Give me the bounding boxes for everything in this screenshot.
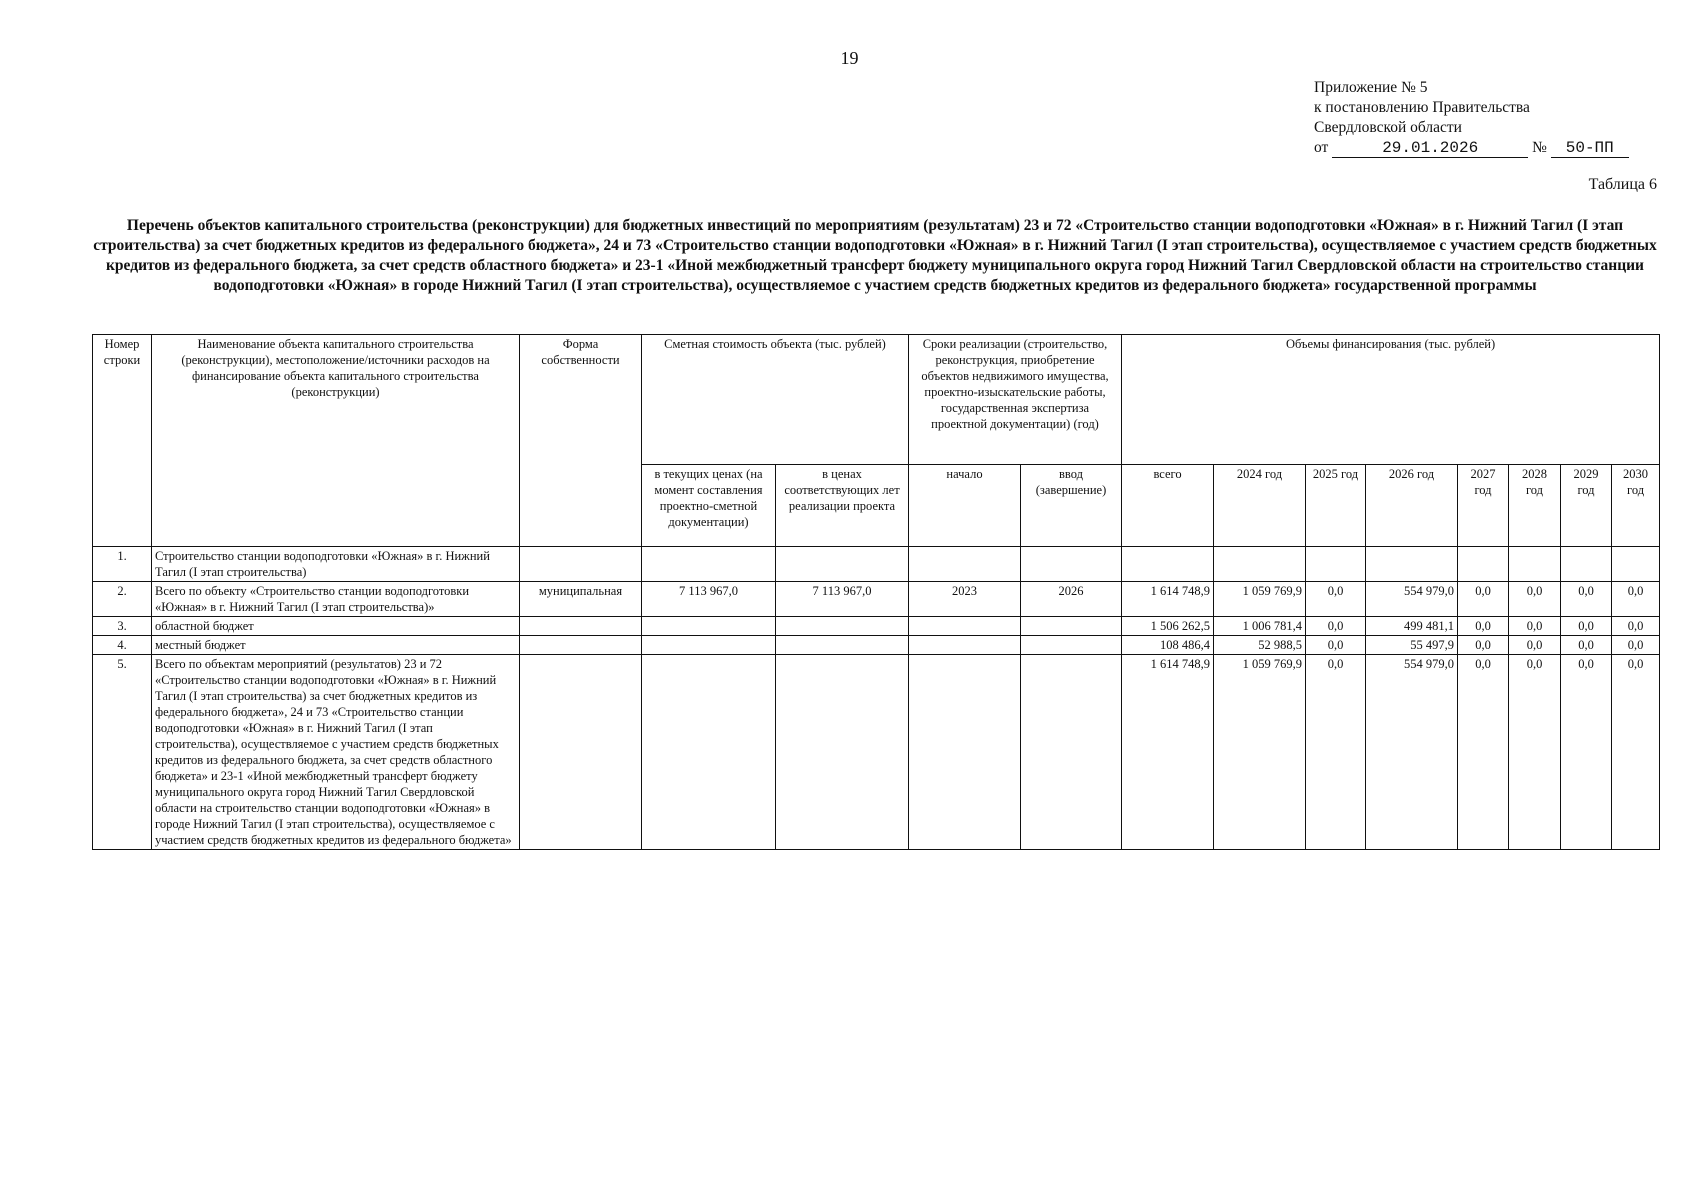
row-2029: 0,0 [1561, 655, 1612, 850]
header-funding-volumes: Объемы финансирования (тыс. рублей) [1122, 335, 1660, 465]
row-2030: 0,0 [1612, 617, 1660, 636]
row-start [909, 655, 1021, 850]
header-ownership: Форма собственности [520, 335, 642, 547]
header-implementation-terms: Сроки реализации (строительство, реконструкция, приобретение объектов недвижимого имущества, проектно-изыскательские работы, государственная экспертиза проектной документации) (год) [909, 335, 1122, 465]
header-2024: 2024 год [1214, 465, 1306, 547]
row-2027: 0,0 [1458, 636, 1509, 655]
row-2028: 0,0 [1509, 636, 1561, 655]
row-2024: 52 988,5 [1214, 636, 1306, 655]
row-cost-current [642, 636, 776, 655]
appendix-title: Приложение № 5 [1314, 79, 1428, 96]
row-2026: 554 979,0 [1366, 655, 1458, 850]
row-2029: 0,0 [1561, 636, 1612, 655]
row-start [909, 636, 1021, 655]
row-name: Строительство станции водоподготовки «Южная» в г. Нижний Тагил (I этап строительства) [152, 547, 520, 582]
resolution-number: 50-ПП [1551, 140, 1629, 158]
header-2028: 2028 год [1509, 465, 1561, 547]
document-title: Перечень объектов капитального строительства (реконструкции) для бюджетных инвестиций по мероприятиям (результатам) 23 и 72 «Строительство станции водоподготовки «Южная» в г. Нижний Тагил (I этап строительства) за счет бюджетных кредитов из федерального бюджета», 24 и 73 «Строительство станции водоподготовки «Южная» в г. Нижний Тагил (I этап строительства), осуществляемое с участием средств бюджетных кредитов из федерального бюджета, за счет средств областного бюджета» и 23-1 «Иной межбюджетный трансферт бюджету муниципального округа город Нижний Тагил Свердловской области на строительство станции водоподготовки «Южная» в городе Нижний Тагил (I этап строительства), осуществляемое с участием средств бюджетных кредитов из федерального бюджета» государственной программы [93, 217, 1657, 294]
row-ownership [520, 547, 642, 582]
header-row-number: Номер строки [93, 335, 152, 547]
row-2024: 1 006 781,4 [1214, 617, 1306, 636]
row-start [909, 617, 1021, 636]
row-cost-years [776, 655, 909, 850]
header-total: всего [1122, 465, 1214, 547]
row-end [1021, 636, 1122, 655]
row-ownership [520, 636, 642, 655]
appendix-block [1314, 78, 1629, 158]
appendix-resolution: к постановлению Правительства [1314, 99, 1530, 116]
header-end: ввод (завершение) [1021, 465, 1122, 547]
table-label: Таблица 6 [1588, 176, 1657, 193]
row-2025: 0,0 [1306, 582, 1366, 617]
row-start [909, 547, 1021, 582]
header-estimated-cost: Сметная стоимость объекта (тыс. рублей) [642, 335, 909, 465]
number-label: № [1532, 139, 1547, 156]
resolution-date: 29.01.2026 [1332, 140, 1528, 158]
row-ownership [520, 655, 642, 850]
row-end [1021, 617, 1122, 636]
row-2029 [1561, 547, 1612, 582]
row-cost-current [642, 547, 776, 582]
row-number: 4. [93, 636, 152, 655]
row-cost-years [776, 636, 909, 655]
row-total [1122, 547, 1214, 582]
header-2025: 2025 год [1306, 465, 1366, 547]
header-start: начало [909, 465, 1021, 547]
row-cost-years [776, 547, 909, 582]
row-2026: 554 979,0 [1366, 582, 1458, 617]
header-2026: 2026 год [1366, 465, 1458, 547]
capital-construction-table [92, 334, 1660, 850]
row-total: 1 614 748,9 [1122, 582, 1214, 617]
row-2030: 0,0 [1612, 636, 1660, 655]
row-start: 2023 [909, 582, 1021, 617]
header-2029: 2029 год [1561, 465, 1612, 547]
row-2024: 1 059 769,9 [1214, 582, 1306, 617]
row-2025: 0,0 [1306, 655, 1366, 850]
row-2028: 0,0 [1509, 617, 1561, 636]
table-row [93, 655, 1660, 850]
row-2026: 499 481,1 [1366, 617, 1458, 636]
row-name: местный бюджет [152, 636, 520, 655]
header-cost-years: в ценах соответствующих лет реализации проекта [776, 465, 909, 547]
header-object-name: Наименование объекта капитального строительства (реконструкции), местоположение/источники расходов на финансирование объекта капитального строительства (реконструкции) [152, 335, 520, 547]
row-ownership: муниципальная [520, 582, 642, 617]
row-2030: 0,0 [1612, 655, 1660, 850]
table-row [93, 636, 1660, 655]
row-2027 [1458, 547, 1509, 582]
appendix-region: Свердловской области [1314, 119, 1462, 136]
page-number: 19 [840, 48, 859, 68]
row-2028 [1509, 547, 1561, 582]
row-total: 1 614 748,9 [1122, 655, 1214, 850]
appendix-date-line [1314, 138, 1629, 158]
row-cost-years: 7 113 967,0 [776, 582, 909, 617]
row-2026 [1366, 547, 1458, 582]
row-cost-years [776, 617, 909, 636]
row-2028: 0,0 [1509, 655, 1561, 850]
row-2024: 1 059 769,9 [1214, 655, 1306, 850]
row-ownership [520, 617, 642, 636]
table-row [93, 617, 1660, 636]
row-2026: 55 497,9 [1366, 636, 1458, 655]
header-2030: 2030 год [1612, 465, 1660, 547]
row-2030: 0,0 [1612, 582, 1660, 617]
row-end [1021, 655, 1122, 850]
header-2027: 2027 год [1458, 465, 1509, 547]
row-2025 [1306, 547, 1366, 582]
row-2024 [1214, 547, 1306, 582]
row-number: 3. [93, 617, 152, 636]
row-2025: 0,0 [1306, 636, 1366, 655]
row-cost-current [642, 655, 776, 850]
row-number: 2. [93, 582, 152, 617]
row-end: 2026 [1021, 582, 1122, 617]
row-number: 1. [93, 547, 152, 582]
row-cost-current: 7 113 967,0 [642, 582, 776, 617]
row-total: 108 486,4 [1122, 636, 1214, 655]
row-2027: 0,0 [1458, 617, 1509, 636]
table-row [93, 547, 1660, 582]
row-cost-current [642, 617, 776, 636]
row-name: Всего по объекту «Строительство станции водоподготовки «Южная» в г. Нижний Тагил (I этап строительства)» [152, 582, 520, 617]
row-total: 1 506 262,5 [1122, 617, 1214, 636]
row-end [1021, 547, 1122, 582]
row-name: Всего по объектам мероприятий (результатов) 23 и 72 «Строительство станции водоподготовки «Южная» в г. Нижний Тагил (I этап строительства) за счет бюджетных кредитов из федерального бюджета», 24 и 73 «Строительство станции водоподготовки «Южная» в г. Нижний Тагил (I этап строительства), осуществляемое с участием средств бюджетных кредитов из федерального бюджета, за счет средств областного бюджета» и 23-1 «Иной межбюджетный трансферт бюджету муниципального округа город Нижний Тагил Свердловской области на строительство станции водоподготовки «Южная» в городе Нижний Тагил (I этап строительства), осуществляемое с участием средств бюджетных кредитов из федерального бюджета» [152, 655, 520, 850]
row-number: 5. [93, 655, 152, 850]
from-label: от [1314, 139, 1329, 156]
row-2029: 0,0 [1561, 617, 1612, 636]
row-2027: 0,0 [1458, 582, 1509, 617]
row-2027: 0,0 [1458, 655, 1509, 850]
row-2030 [1612, 547, 1660, 582]
row-2028: 0,0 [1509, 582, 1561, 617]
row-2029: 0,0 [1561, 582, 1612, 617]
row-name: областной бюджет [152, 617, 520, 636]
header-cost-current: в текущих ценах (на момент составления проектно-сметной документации) [642, 465, 776, 547]
row-2025: 0,0 [1306, 617, 1366, 636]
table-row [93, 582, 1660, 617]
